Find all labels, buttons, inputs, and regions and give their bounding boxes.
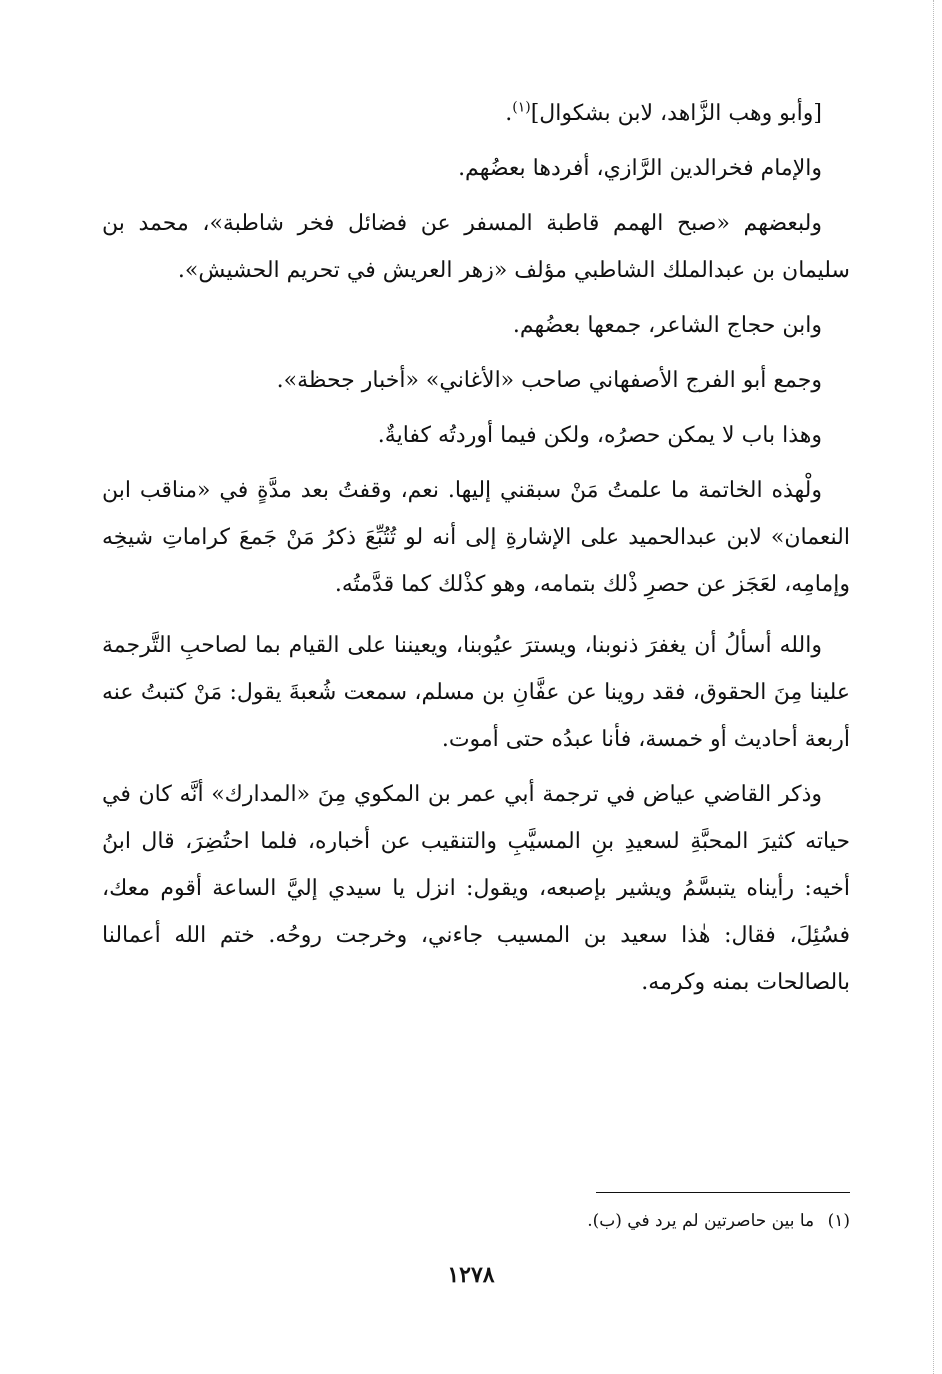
main-text	[102, 90, 850, 1014]
paragraph-1-text: [وأبو وهب الزَّاهد، لابن بشكوال]	[530, 101, 822, 126]
paragraph-2: والإمام فخرالدين الرَّازي، أفردها بعضُهم.	[458, 156, 822, 181]
paragraph-4: وابن حجاج الشاعر، جمعها بعضُهم.	[512, 313, 822, 338]
paragraph-1: [وأبو وهب الزَّاهد، لابن بشكوال]$^{(١)}$.	[505, 99, 822, 126]
footnote-number: (١)	[827, 1211, 850, 1231]
paragraph-3: ولبعضهم «صبح الهمم قاطبة المسفر عن فضائل فخر شاطبة»، محمد بن سليمان بن عبدالملك الشاطبي مؤلف «زهر العريش في تحريم الحشيش».	[102, 211, 850, 283]
paragraph-9: وذكر القاضي عياض في ترجمة أبي عمر بن المكوي مِنَ «المدارك» أنَّه كان في حياته كثيرَ المحبَّةِ لسعيدِ بنِ المسيَّبِ والتنقيب عن أخباره، فلما احتُضِرَ، قال ابنُ أخيه: رأيناه يتبسَّمُ ويشير بإصبعه، ويقول: انزل يا سيدي إليَّ الساعة أقوم معك، فسُئِلَ، فقال: هٰذا سعيد بن المسيب جاءني، وخرجت روحُه. ختم الله أعمالنا بالصالحات بمنه وكرمه.	[102, 782, 850, 995]
paragraph-7: ولْهذه الخاتمة ما علمتُ مَنْ سبقني إليها. نعم، وقفتُ بعد مدَّةٍ في «مناقب ابن النعمان» لابن عبدالحميد على الإشارةِ إلى أنه لو تُتُبِّعَ ذكرُ مَنْ جَمعَ كراماتِ شيخِه وإمامِه، لعَجَز عن حصرِ ذْلك بتمامه، وهو كذْلك كما قدَّمتُه.	[102, 478, 850, 597]
paragraph-5: وجمع أبو الفرج الأصفهاني صاحب «الأغاني» «أخبار جحظة».	[276, 368, 822, 393]
footnote	[102, 1206, 850, 1236]
paragraph-8: والله أسألُ أن يغفرَ ذنوبنا، ويسترَ عيُوبنا، ويعيننا على القيام بما لصاحبِ التَّرجمة علينا مِنَ الحقوق، فقد روينا عن عفَّانِ بن مسلم، سمعت شُعبةَ يقول: مَنْ كتبتُ عنه أربعة أحاديث أو خمسة، فأنا عبدُه حتى أموت.	[102, 633, 850, 752]
footnote-reference: (١)	[512, 99, 531, 116]
footnote-divider	[596, 1192, 850, 1193]
page-edge	[933, 0, 934, 1374]
footnote-text: ما بين حاصرتين لم يرد في (ب).	[587, 1211, 815, 1231]
paragraph-6: وهذا باب لا يمكن حصرُه، ولكن فيما أوردتُه كفايةٌ.	[377, 423, 822, 448]
page-number: ١٢٧٨	[447, 1262, 495, 1288]
